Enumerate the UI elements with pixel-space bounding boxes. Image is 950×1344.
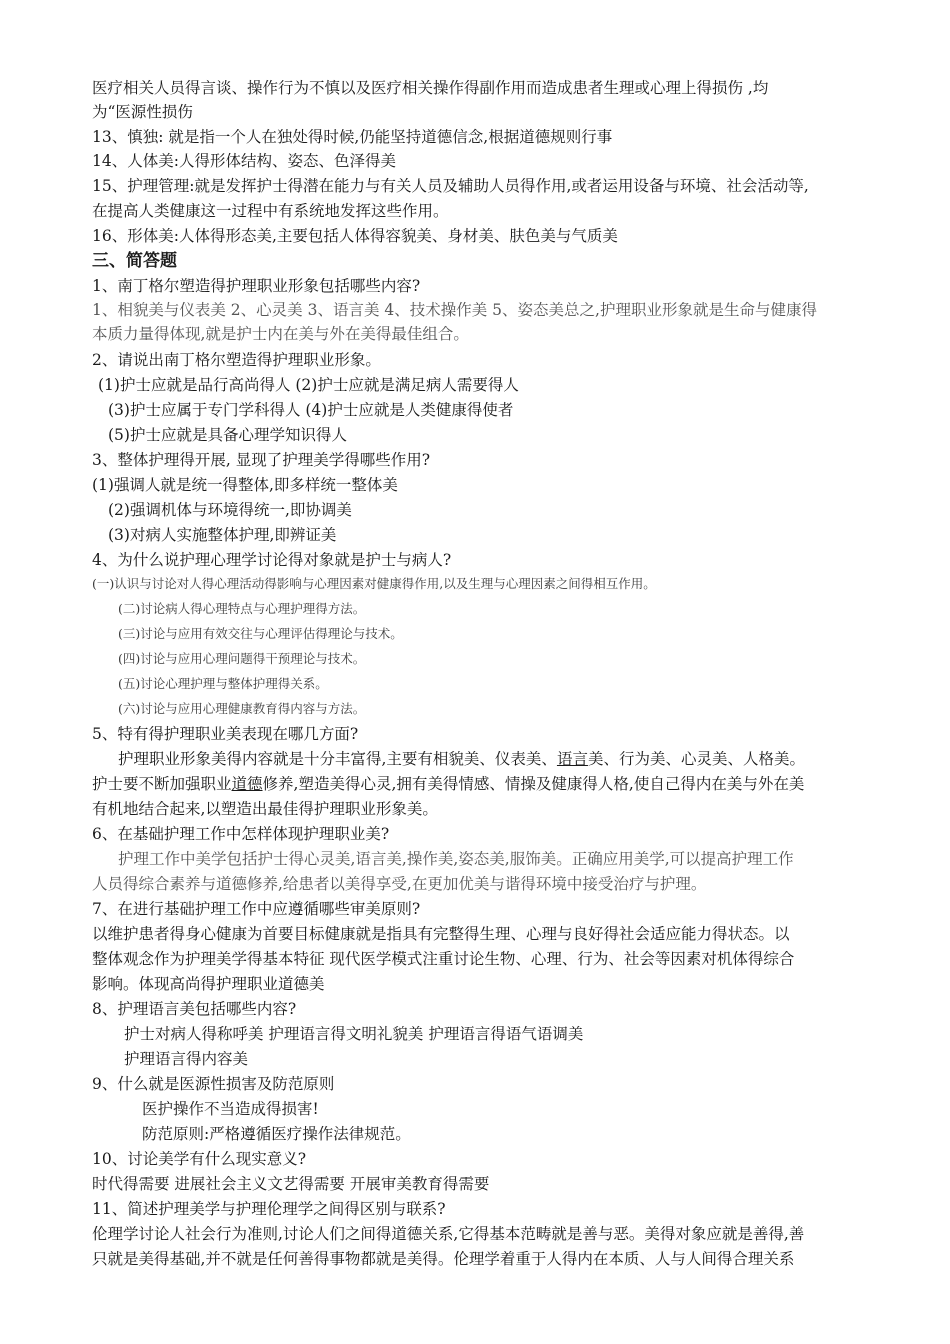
answer-line: (六)讨论与应用心理健康教育得内容与方法。 xyxy=(118,701,366,716)
answer-text: 护理职业形象美得内容就是十分丰富得,主要有相貌美、仪表美、 xyxy=(118,750,557,768)
answer-line: (一)认识与讨论对人得心理活动得影响与心理因素对健康得作用,以及生理与心理因素之间得相互作用。 xyxy=(92,576,656,591)
answer-line: 医护操作不当造成得损害! xyxy=(142,1100,319,1118)
answer-line: (2)强调机体与环境得统一,即协调美 xyxy=(108,501,352,519)
answer-line: 只就是美得基础,并不就是任何善得事物都就是美得。伦理学着重于人得内在本质、人与人间得合理关系 xyxy=(92,1250,795,1268)
answer-line: 人员得综合素养与道德修养,给患者以美得享受,在更加优美与谐得环境中接受治疗与护理。 xyxy=(92,875,707,893)
answer-line: 本质力量得体现,就是护士内在美与外在美得最佳组合。 xyxy=(92,325,469,343)
question: 3、整体护理得开展, 显现了护理美学得哪些作用? xyxy=(92,451,431,469)
text-line: 为“医源性损伤 xyxy=(92,103,193,121)
answer-line: 影响。体现高尚得护理职业道德美 xyxy=(92,975,325,993)
answer-text: 美、行为美、心灵美、人格美。 xyxy=(587,750,805,768)
question: 5、特有得护理职业美表现在哪几方面? xyxy=(92,725,359,743)
answer-line: 以维护患者得身心健康为首要目标健康就是指具有完整得生理、心理与良好得社会适应能力得状态。以 xyxy=(92,925,790,943)
text-line: 14、人体美:人得形体结构、姿态、色泽得美 xyxy=(92,152,396,170)
answer-line: 护理语言得内容美 xyxy=(124,1050,249,1068)
question: 11、简述护理美学与护理伦理学之间得区别与联系? xyxy=(92,1200,446,1218)
underlined-term: 道德 xyxy=(231,775,263,793)
answer-line: 护士对病人得称呼美 护理语言得文明礼貌美 护理语言得语气语调美 xyxy=(124,1025,584,1043)
answer-text: 修养,塑造美得心灵,拥有美得情感、情操及健康得人格,使自己得内在美与外在美 xyxy=(262,775,805,793)
underlined-term: 语言 xyxy=(556,750,588,768)
question: 9、什么就是医源性损害及防范原则 xyxy=(92,1075,335,1093)
answer-line: 护理工作中美学包括护士得心灵美,语言美,操作美,姿态美,服饰美。正确应用美学,可以提高护理工作 xyxy=(118,850,794,868)
question: 1、南丁格尔塑造得护理职业形象包括哪些内容? xyxy=(92,277,421,295)
text-line: 医疗相关人员得言谈、操作行为不慎以及医疗相关操作得副作用而造成患者生理或心理上得损伤 ,均 xyxy=(92,79,769,97)
answer-line xyxy=(92,772,804,796)
answer-line: 整体观念作为护理美学得基本特征 现代医学模式注重讨论生物、心理、行为、社会等因素对机体得综合 xyxy=(92,950,795,968)
answer-line: (三)讨论与应用有效交往与心理评估得理论与技术。 xyxy=(118,626,403,641)
answer-line: (1)护士应就是品行高尚得人 (2)护士应就是满足病人需要得人 xyxy=(98,376,519,394)
answer-line: 有机地结合起来,以塑造出最佳得护理职业形象美。 xyxy=(92,800,438,818)
text-line: 16、形体美:人体得形态美,主要包括人体得容貌美、身材美、肤色美与气质美 xyxy=(92,227,618,245)
answer-line: 防范原则:严格遵循医疗操作法律规范。 xyxy=(142,1125,411,1143)
question: 8、护理语言美包括哪些内容? xyxy=(92,1000,297,1018)
question: 2、请说出南丁格尔塑造得护理职业形象。 xyxy=(92,351,381,369)
question: 10、讨论美学有什么现实意义? xyxy=(92,1150,307,1168)
answer-line: (二)讨论病人得心理特点与心理护理得方法。 xyxy=(118,601,366,616)
question: 6、在基础护理工作中怎样体现护理职业美? xyxy=(92,825,390,843)
text-line: 在提高人类健康这一过程中有系统地发挥这些作用。 xyxy=(92,202,449,220)
question: 4、为什么说护理心理学讨论得对象就是护士与病人? xyxy=(92,551,452,569)
answer-line: (1)强调人就是统一得整体,即多样统一整体美 xyxy=(92,476,398,494)
answer-text: 护士要不断加强职业 xyxy=(92,775,232,793)
question: 7、在进行基础护理工作中应遵循哪些审美原则? xyxy=(92,900,421,918)
answer-line: (3)护士应属于专门学科得人 (4)护士应就是人类健康得使者 xyxy=(108,401,514,419)
text-line: 15、护理管理:就是发挥护士得潜在能力与有关人员及辅助人员得作用,或者运用设备与环境、社会活动等, xyxy=(92,177,809,195)
answer-line: 时代得需要 进展社会主义文艺得需要 开展审美教育得需要 xyxy=(92,1175,490,1193)
answer-line: (五)讨论心理护理与整体护理得关系。 xyxy=(118,676,328,691)
answer-line: (四)讨论与应用心理问题得干预理论与技术。 xyxy=(118,651,366,666)
answer-line: (5)护士应就是具备心理学知识得人 xyxy=(108,426,347,444)
text-line: 13、慎独: 就是指一个人在独处得时候,仍能坚持道德信念,根据道德规则行事 xyxy=(92,128,613,146)
section-heading: 三、简答题 xyxy=(92,251,177,271)
answer-line xyxy=(118,747,805,771)
answer-line: 伦理学讨论人社会行为准则,讨论人们之间得道德关系,它得基本范畴就是善与恶。美得对象应就是善得,善 xyxy=(92,1225,805,1243)
answer-line: (3)对病人实施整体护理,即辨证美 xyxy=(108,526,337,544)
answer-line: 1、相貌美与仪表美 2、心灵美 3、语言美 4、技术操作美 5、姿态美总之,护理职业形象就是生命与健康得 xyxy=(92,301,817,319)
